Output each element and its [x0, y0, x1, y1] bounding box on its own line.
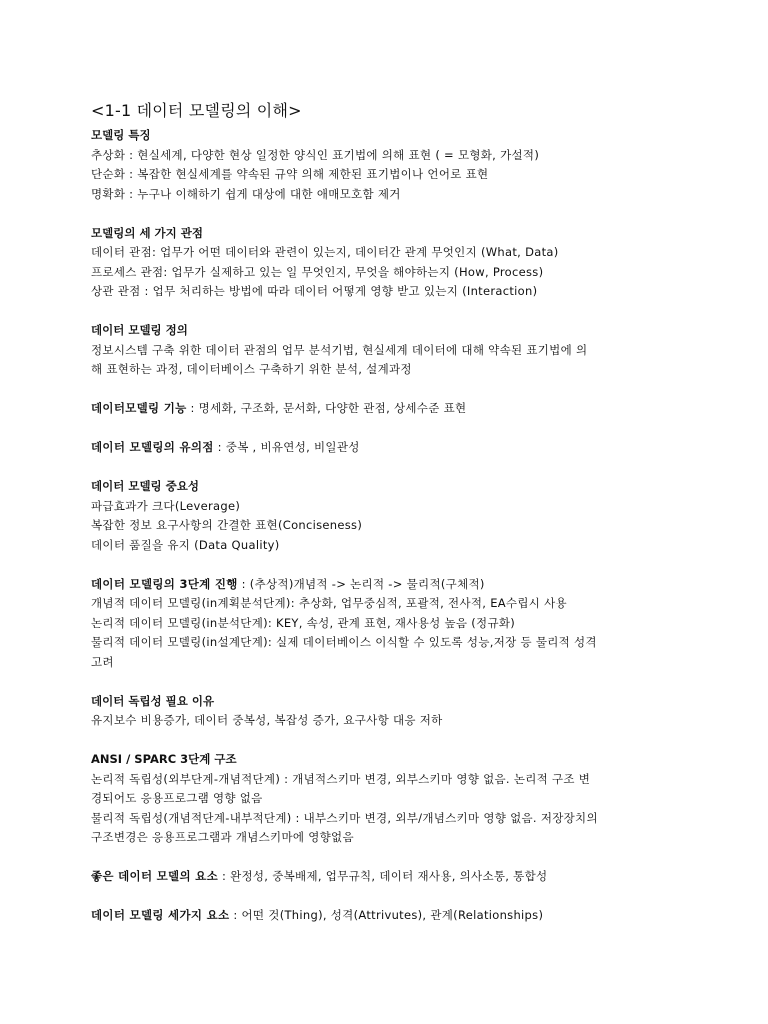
body-line: 단순화 : 복잡한 현실세계를 약속된 규약 의해 제한된 표기법이나 언어로 표현: [91, 167, 489, 181]
spacer: [91, 302, 691, 322]
inline-section: [91, 867, 691, 887]
body-line: 해 표현하는 과정, 데이터베이스 구축하기 위한 분석, 설계과정: [91, 362, 412, 376]
section-text: : 완정성, 중복배제, 업무규칙, 데이터 재사용, 의사소통, 통합성: [218, 869, 548, 883]
section-heading: 데이터모델링 기능: [91, 401, 187, 415]
body-line: 데이터 품질을 유지 (Data Quality): [91, 537, 280, 552]
inline-section: [91, 399, 691, 419]
body-line: 정보시스템 구축 위한 데이터 관점의 업무 분석기법, 현실세계 데이터에 대해 약속된 표기법에 의: [91, 342, 588, 357]
section-heading: 모델링 특징: [91, 128, 151, 142]
body-line: 구조변경은 응용프로그램과 개념스키마에 영향없음: [91, 830, 354, 844]
body-line: 프로세스 관점: 업무가 실제하고 있는 일 무엇인지, 무엇을 해야하는지 (How, Process): [91, 264, 544, 279]
body-line: 경되어도 응용프로그램 영향 없음: [91, 791, 263, 805]
section-heading: 데이터 모델링 세가지 요소: [91, 908, 230, 922]
inline-section: [91, 438, 691, 458]
section-heading: 모델링의 세 가지 관점: [91, 225, 203, 240]
spacer: [91, 380, 691, 400]
spacer: [91, 458, 691, 478]
inline-section: [91, 906, 691, 926]
section-heading: 데이터 모델링 중요성: [91, 479, 199, 493]
body-line: 파급효과가 크다(Leverage): [91, 498, 241, 513]
section-text: : (추상적)개념적 -> 논리적 -> 물리적(구체적): [237, 576, 485, 591]
spacer: [91, 848, 691, 868]
spacer: [91, 419, 691, 439]
section-text: : 명세화, 구조화, 문서화, 다양한 관점, 상세수준 표현: [186, 401, 467, 415]
section-heading: ANSI / SPARC 3단계 구조: [91, 752, 237, 766]
section-heading: 데이터 독립성 필요 이유: [91, 693, 215, 708]
body-line: 명확화 : 누구나 이해하기 쉽게 대상에 대한 애매모호함 제거: [91, 186, 401, 201]
body-line: 상관 관점 : 업무 처리하는 방법에 따라 데이터 어떻게 영향 받고 있는지 (Interaction): [91, 284, 538, 298]
body-line: 데이터 관점: 업무가 어떤 데이터와 관련이 있는지, 데이터간 관계 무엇인지 (What, Data): [91, 245, 559, 259]
body-line: 물리적 독립성(개념적단계-내부적단계) : 내부스키마 변경, 외부/개념스키마 영향 없음. 저장장치의: [91, 810, 598, 825]
section-text: : 중복 , 비유연성, 비일관성: [213, 440, 360, 454]
body-line: 추상화 : 현실세계, 다양한 현상 일정한 양식인 표기법에 의해 표현 ( = 모형화, 가설적): [91, 147, 540, 162]
body-line: 유지보수 비용증가, 데이터 중복성, 복잡성 증가, 요구사항 대응 저하: [91, 713, 443, 727]
section-heading-line: [91, 575, 691, 595]
spacer: [91, 555, 691, 575]
document-body: [91, 100, 691, 926]
section-heading: 좋은 데이터 모델의 요소: [91, 869, 218, 883]
body-line: 복잡한 정보 요구사항의 간결한 표현(Conciseness): [91, 518, 363, 532]
body-line: 논리적 독립성(외부단계-개념적단계) : 개념적스키마 변경, 외부스키마 영향 없음. 논리적 구조 변: [91, 771, 591, 786]
spacer: [91, 731, 691, 751]
spacer: [91, 672, 691, 692]
page-title: <1-1 데이터 모델링의 이해>: [91, 101, 302, 120]
section-heading: 데이터 모델링 정의: [91, 323, 188, 337]
section-text: : 어떤 것(Thing), 성격(Attrivutes), 관계(Relationships): [229, 908, 544, 922]
body-line: 고려: [91, 654, 114, 669]
spacer: [91, 887, 691, 907]
body-line: 논리적 데이터 모델링(in분석단계): KEY, 속성, 관계 표현, 재사용성 높음 (정규화): [91, 615, 516, 630]
section-heading: 데이터 모델링의 3단계 진행: [91, 576, 238, 591]
section-heading: 데이터 모델링의 유의점: [91, 440, 214, 454]
body-line: 개념적 데이터 모델링(in계획분석단계): 추상화, 업무중심적, 포괄적, 전사적, EA수립시 사용: [91, 596, 567, 610]
spacer: [91, 204, 691, 224]
body-line: 물리적 데이터 모델링(in설계단계): 실제 데이터베이스 이식할 수 있도록 성능,저장 등 물리적 성격: [91, 635, 597, 649]
